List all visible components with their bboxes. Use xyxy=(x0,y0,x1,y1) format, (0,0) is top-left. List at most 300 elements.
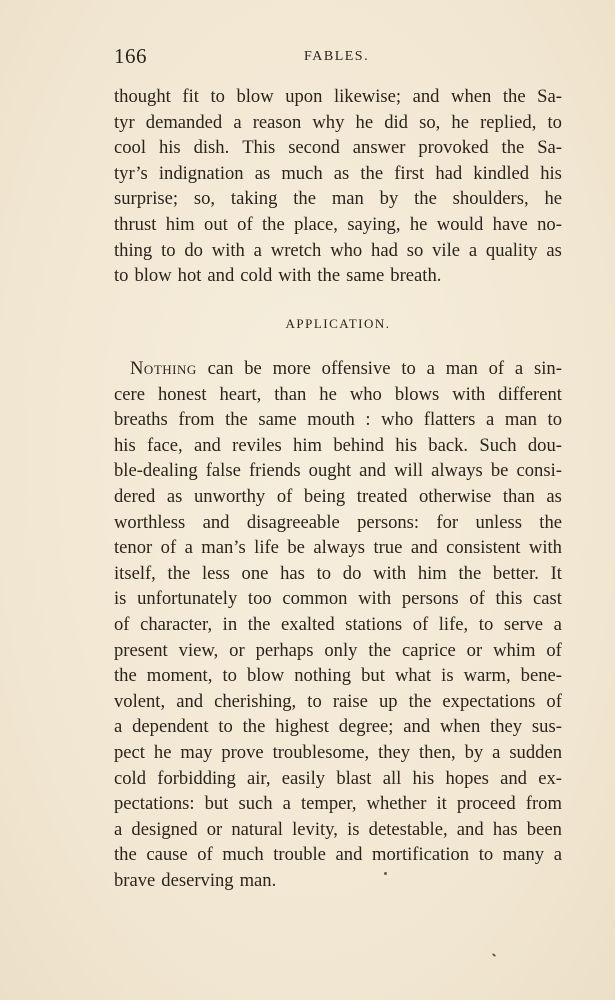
word: man xyxy=(504,409,537,431)
word: sus- xyxy=(531,716,562,738)
text-line xyxy=(114,407,562,433)
word: designed xyxy=(131,818,198,840)
word: exalted xyxy=(281,613,335,635)
word: for xyxy=(436,511,459,533)
word: always xyxy=(313,537,366,559)
word: as xyxy=(546,485,562,507)
word: dou- xyxy=(527,434,562,456)
word: consistent xyxy=(446,537,521,559)
word: Such xyxy=(479,434,517,456)
word: why xyxy=(312,111,345,133)
word: may xyxy=(180,741,213,763)
word: levity, xyxy=(292,818,338,840)
word: otherwise xyxy=(418,485,492,507)
word: or xyxy=(206,818,223,840)
word: had xyxy=(435,162,463,184)
word: he xyxy=(153,741,172,763)
word: and xyxy=(500,767,527,789)
word: and xyxy=(176,690,204,712)
word: with xyxy=(278,265,312,287)
word: dered xyxy=(114,485,156,507)
text-line xyxy=(114,535,562,561)
word: answer xyxy=(352,137,406,159)
word: highest xyxy=(275,716,329,738)
word: he xyxy=(409,213,428,235)
word: saying, xyxy=(347,213,401,235)
word: to xyxy=(222,665,237,687)
word: than xyxy=(274,383,307,405)
text-line xyxy=(114,868,562,894)
word: common xyxy=(282,588,348,610)
word: dependent xyxy=(132,716,209,738)
word: pect xyxy=(114,741,145,763)
word: cast xyxy=(533,588,562,610)
word: of xyxy=(160,537,177,559)
word: less xyxy=(201,562,230,584)
word: cause xyxy=(146,844,188,866)
text-line xyxy=(114,766,562,792)
word: his xyxy=(412,767,435,789)
word: of xyxy=(546,690,562,712)
word: to xyxy=(547,409,562,431)
word: reviles xyxy=(232,434,282,456)
word: much xyxy=(222,844,264,866)
word: of xyxy=(469,588,485,610)
word: so, xyxy=(193,188,216,210)
word: or xyxy=(466,639,483,661)
word: Nothing xyxy=(130,358,197,379)
word: his xyxy=(114,434,136,456)
ink-speck xyxy=(492,953,496,957)
word: no- xyxy=(537,213,562,235)
word: behind xyxy=(333,434,384,456)
word: but xyxy=(204,793,229,815)
word: but xyxy=(361,665,385,687)
word: with xyxy=(211,239,245,261)
word: his xyxy=(158,137,181,159)
word: blow xyxy=(246,665,285,687)
word: they xyxy=(490,716,523,738)
word: man’s xyxy=(201,537,246,559)
word: can xyxy=(207,358,234,379)
word: tenor xyxy=(114,537,153,559)
word: sudden xyxy=(509,741,562,763)
word: he xyxy=(355,111,374,133)
word: dish. xyxy=(193,137,230,159)
word: to xyxy=(478,844,494,866)
word: to xyxy=(316,562,332,584)
word: breath. xyxy=(390,265,442,287)
word: hopes xyxy=(445,767,489,789)
word: persons xyxy=(401,588,459,610)
word: a xyxy=(553,613,562,635)
word: of xyxy=(546,639,562,661)
text-line xyxy=(114,186,562,212)
word: vile xyxy=(432,239,460,261)
word: more xyxy=(272,358,311,379)
word: provoked xyxy=(418,137,489,159)
word: of xyxy=(276,485,293,507)
word: second xyxy=(288,137,340,159)
word: such xyxy=(238,793,273,815)
word: be xyxy=(490,460,509,482)
word: and xyxy=(335,844,363,866)
word: easily xyxy=(281,767,326,789)
text-line xyxy=(114,135,562,161)
word: a xyxy=(184,537,193,559)
word: with xyxy=(528,537,562,559)
text-line xyxy=(114,689,562,715)
word: kindled xyxy=(473,162,530,184)
word: unless xyxy=(475,511,522,533)
word: caprice xyxy=(402,639,456,661)
word: the xyxy=(167,562,191,584)
word: taking xyxy=(230,188,278,210)
word: the xyxy=(114,665,137,687)
word: quality xyxy=(485,239,538,261)
word: persons: xyxy=(357,511,420,533)
word: cold xyxy=(240,265,273,287)
word: tyr’s xyxy=(114,162,148,184)
word: in xyxy=(222,613,238,635)
word: heart, xyxy=(219,383,262,405)
word: a xyxy=(233,111,242,133)
word: cherishing, xyxy=(214,690,297,712)
word: the xyxy=(458,562,482,584)
word: always xyxy=(431,460,483,482)
text-line xyxy=(114,382,562,408)
word: sin- xyxy=(534,358,562,379)
word: life, xyxy=(438,613,469,635)
text-line xyxy=(114,842,562,868)
word: and xyxy=(207,265,235,287)
word: so xyxy=(406,239,424,261)
word: his xyxy=(395,434,417,456)
word: this xyxy=(495,588,523,610)
word: the xyxy=(242,716,266,738)
word: or xyxy=(229,639,245,661)
word: and xyxy=(412,86,440,107)
word: who xyxy=(330,239,363,261)
word: from xyxy=(178,409,215,431)
word: who xyxy=(381,409,414,431)
word: as xyxy=(333,162,350,184)
word: is xyxy=(347,818,360,840)
word: to xyxy=(307,690,322,712)
word: to xyxy=(161,239,176,261)
word: air, xyxy=(246,767,271,789)
word: ex- xyxy=(538,767,562,789)
word: to xyxy=(210,86,225,107)
word: one xyxy=(241,562,269,584)
word: the xyxy=(368,639,392,661)
word: blow xyxy=(134,265,172,287)
word: from xyxy=(525,793,562,815)
word: and xyxy=(202,511,230,533)
word: many xyxy=(502,844,545,866)
word: him xyxy=(293,434,322,456)
word: worthless xyxy=(114,511,186,533)
word: did xyxy=(384,111,408,133)
word: first xyxy=(394,162,425,184)
word: when xyxy=(451,86,492,107)
word: true xyxy=(373,537,403,559)
word: deserving xyxy=(161,869,234,891)
word: he xyxy=(451,111,469,133)
word: replied, xyxy=(480,111,537,133)
word: forbidding xyxy=(157,767,236,789)
text-line xyxy=(114,586,562,612)
word: do xyxy=(184,239,203,261)
word: cool xyxy=(114,137,147,159)
word: present xyxy=(114,639,168,661)
word: false xyxy=(205,460,241,482)
word: shoulders, xyxy=(452,188,529,210)
word: the xyxy=(317,265,341,287)
word: what xyxy=(394,665,432,687)
word: better. xyxy=(492,562,539,584)
word: cold xyxy=(114,767,147,789)
word: too xyxy=(247,588,272,610)
word: brave xyxy=(114,869,156,891)
word: he xyxy=(319,383,337,405)
word: It xyxy=(550,562,562,584)
word: had xyxy=(371,239,398,261)
word: the xyxy=(539,511,562,533)
word: mortification xyxy=(372,844,470,866)
word: a xyxy=(514,358,524,379)
application-text xyxy=(114,356,562,893)
word: him xyxy=(165,213,195,235)
word: warm, xyxy=(463,665,511,687)
word: him xyxy=(417,562,447,584)
word: a xyxy=(468,239,478,261)
running-head: FABLES. xyxy=(304,49,370,64)
word: is xyxy=(114,588,127,610)
word: This xyxy=(242,137,276,159)
text-line xyxy=(114,161,562,187)
word: expectations xyxy=(442,690,536,712)
word: to xyxy=(218,716,233,738)
text-line xyxy=(114,510,562,536)
word: a xyxy=(114,818,123,840)
word: thought xyxy=(114,86,171,107)
word: they xyxy=(378,741,411,763)
word: the xyxy=(414,188,437,210)
word: with xyxy=(373,562,407,584)
word: a xyxy=(486,409,495,431)
word: the xyxy=(501,137,525,159)
word: upon xyxy=(285,86,323,107)
word: man. xyxy=(239,869,277,891)
word: likewise; xyxy=(333,86,402,107)
word: pectations: xyxy=(114,793,195,815)
application-heading: APPLICATION. xyxy=(285,316,391,331)
word: demanded xyxy=(145,111,223,133)
word: detestable, xyxy=(368,818,448,840)
word: and xyxy=(456,818,484,840)
word: a xyxy=(426,358,435,379)
word: so, xyxy=(419,111,441,133)
word: out xyxy=(204,213,228,235)
word: it xyxy=(436,793,447,815)
word: itself, xyxy=(114,562,156,584)
word: with xyxy=(358,588,392,610)
word: fit xyxy=(182,86,199,107)
word: honest xyxy=(157,383,207,405)
word: have xyxy=(492,213,528,235)
text-line xyxy=(114,817,562,843)
word: to xyxy=(114,265,129,287)
page-number: 166 xyxy=(114,44,147,68)
word: reason xyxy=(252,111,302,133)
word: only xyxy=(324,639,358,661)
word: the xyxy=(293,188,316,210)
word: wretch xyxy=(270,239,322,261)
word: a xyxy=(553,844,562,866)
word: nothing xyxy=(294,665,352,687)
word: natural xyxy=(231,818,283,840)
word: all xyxy=(382,767,402,789)
word: moment, xyxy=(146,665,213,687)
word: the xyxy=(262,213,285,235)
word: be xyxy=(287,537,305,559)
word: disagreeable xyxy=(246,511,340,533)
word: and xyxy=(403,716,431,738)
word: to xyxy=(401,358,416,379)
text-line xyxy=(114,714,562,740)
text-line xyxy=(114,84,562,110)
word: same xyxy=(258,409,297,431)
word: to xyxy=(478,613,494,635)
word: breaths xyxy=(114,409,168,431)
word: whether xyxy=(366,793,427,815)
word: the xyxy=(225,409,248,431)
word: Sa- xyxy=(537,86,562,107)
word: thrust xyxy=(114,213,157,235)
text-line xyxy=(114,612,562,638)
word: man xyxy=(331,188,364,210)
text-line xyxy=(114,638,562,664)
word: of xyxy=(197,844,213,866)
text-line xyxy=(114,433,562,459)
word: his xyxy=(540,162,562,184)
word: character, xyxy=(140,613,213,635)
word: blow xyxy=(236,86,274,107)
word: is xyxy=(441,665,454,687)
word: surprise; xyxy=(114,188,179,210)
word: prove xyxy=(221,741,264,763)
word: a xyxy=(492,741,501,763)
word: proceed xyxy=(456,793,516,815)
word: whim xyxy=(493,639,536,661)
word: Sa- xyxy=(537,137,562,159)
word: a xyxy=(253,239,262,261)
text-line xyxy=(114,356,562,382)
word: troublesome, xyxy=(272,741,370,763)
word: cere xyxy=(114,383,145,405)
word: unworthy xyxy=(193,485,266,507)
text-line xyxy=(114,212,562,238)
word: bene- xyxy=(520,665,562,687)
word: by xyxy=(464,741,484,763)
text-line xyxy=(114,791,562,817)
fable-text xyxy=(114,84,562,289)
word: of xyxy=(412,613,429,635)
text-line xyxy=(114,110,562,136)
word: and xyxy=(193,434,221,456)
word: do xyxy=(342,562,362,584)
word: blows xyxy=(394,383,440,405)
word: treated xyxy=(356,485,408,507)
word: and xyxy=(359,460,386,482)
word: face, xyxy=(147,434,183,456)
word: flatters xyxy=(423,409,476,431)
word: been xyxy=(526,818,562,840)
word: with xyxy=(452,383,486,405)
word: as xyxy=(546,239,562,261)
text-line xyxy=(114,663,562,689)
word: as xyxy=(254,162,271,184)
word: up xyxy=(378,690,398,712)
word: has xyxy=(280,562,305,584)
word: place, xyxy=(294,213,338,235)
word: he xyxy=(544,188,562,210)
word: life xyxy=(254,537,279,559)
word: then, xyxy=(419,741,456,763)
word: unfortunately xyxy=(137,588,238,610)
word: be xyxy=(244,358,262,379)
word: a xyxy=(114,716,123,738)
word: thing xyxy=(114,239,153,261)
word: than xyxy=(502,485,535,507)
text-line xyxy=(114,263,562,289)
word: ought xyxy=(308,460,352,482)
word: as xyxy=(166,485,183,507)
word: volent, xyxy=(114,690,166,712)
word: a xyxy=(282,793,291,815)
word: temper, xyxy=(300,793,357,815)
text-line xyxy=(114,561,562,587)
word: mouth xyxy=(307,409,355,431)
word: when xyxy=(439,716,481,738)
word: being xyxy=(303,485,346,507)
word: has xyxy=(492,818,518,840)
word: the xyxy=(360,162,384,184)
word: the xyxy=(502,86,526,107)
word: back. xyxy=(428,434,469,456)
word: ble-dealing xyxy=(114,460,198,482)
word: who xyxy=(349,383,382,405)
word: serve xyxy=(503,613,544,635)
text-line xyxy=(114,484,562,510)
word: tyr xyxy=(114,111,135,133)
word: the xyxy=(114,844,137,866)
word: different xyxy=(498,383,562,405)
word: stations xyxy=(345,613,403,635)
word: the xyxy=(408,690,432,712)
word: same xyxy=(346,265,385,287)
word: of xyxy=(114,613,130,635)
word: man xyxy=(445,358,478,379)
text-line xyxy=(114,238,562,264)
word: consi- xyxy=(516,460,562,482)
word: trouble xyxy=(273,844,326,866)
word: degree; xyxy=(338,716,394,738)
word: will xyxy=(394,460,424,482)
word: hot xyxy=(177,265,202,287)
word: of xyxy=(237,213,253,235)
